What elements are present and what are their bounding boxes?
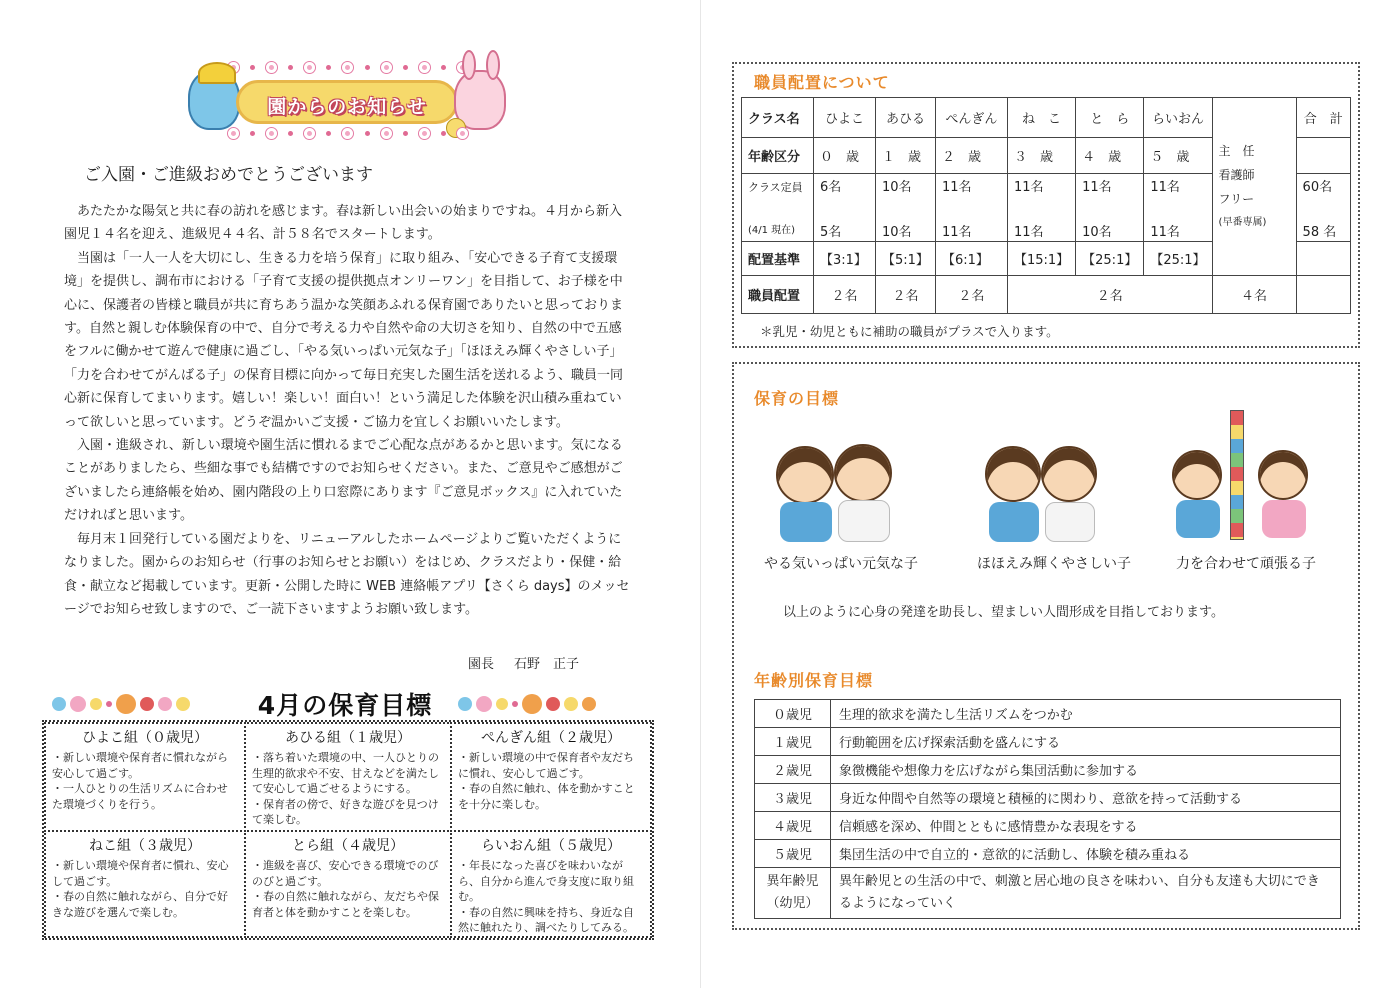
age-cell: １ 歳 (876, 138, 936, 174)
goal-cell-ahiru (244, 722, 452, 832)
letter-paragraph: あたたかな陽気と共に春の訪れを感じます。春は新しい出会いの始まりですね。４月から新入園児１４名を迎え、進級児４４名、計５８名でスタートします。 (64, 204, 622, 243)
total-label: 合 計 (1296, 98, 1350, 138)
current-value: 11名 (1150, 224, 1180, 240)
total-capacity-cell (1296, 174, 1350, 242)
goal-item: ・ 春の自然に触れながら、自分で好きな遊びを選んで楽しむ。 (52, 889, 238, 920)
goal-item: ・ 保育者の傍で、好きな遊びを見つけて楽しむ。 (252, 797, 444, 828)
capacity-cell (935, 174, 1007, 242)
ratio-cell: 【6:1】 (935, 242, 1007, 276)
capacity-label: クラス定員 (748, 181, 803, 194)
flower-bear-decoration-right (458, 694, 596, 714)
class-cell: らいおん (1144, 98, 1212, 138)
goal-item: ・ 年長になった喜びを味わいながら、自分から進んで身支度に取り組む。 (458, 858, 644, 905)
smiling-kids-illustration (975, 440, 1125, 550)
total-blank-cell (1296, 138, 1350, 174)
age-goal-cell: 象徴機能や想像力を広げながら集団活動に参加する (831, 756, 1341, 784)
goal-item: ・ 新しい環境の中で保育者や友だちに慣れ、安心して過ごす。 (458, 750, 644, 781)
class-cell: ひよこ (814, 98, 876, 138)
goal-item: ・ 春の自然に触れ、体を動かすことを十分に楽しむ。 (458, 781, 644, 812)
total-current: 58 名 (1302, 224, 1337, 240)
closing-text: 以上のように心身の発達を助長し、望ましい人間形成を目指しております。 (783, 605, 1224, 620)
class-cell: と ら (1076, 98, 1144, 138)
goal-cell-lion (450, 830, 652, 938)
staff-label: 職員配置 (742, 276, 814, 314)
flower-border-bottom (228, 126, 468, 140)
capacity-label-cell (742, 174, 814, 242)
goal-item: ・ 落ち着いた環境の中、一人ひとりの生理的欲求や不安、甘えなどを満たして安心して過ごせるようにする。 (252, 750, 444, 797)
age-label: 年齢区分 (742, 138, 814, 174)
capacity-value: 11名 (1082, 179, 1112, 195)
age-cell: ０ 歳 (814, 138, 876, 174)
flower-border-top (228, 60, 468, 74)
staff-cell: ２名 (1007, 276, 1212, 314)
goal-item: ・ 新しい環境や保育者に慣れながら安心して過ごす。 (52, 750, 238, 781)
staff-cell: ４名 (1212, 276, 1296, 314)
capacity-cell (1007, 174, 1075, 242)
signature-name: 石野 正子 (514, 657, 580, 672)
goal-caption: ほほえみ輝くやさしい子 (977, 556, 1131, 572)
goal-class-title: とら組（４歳児） (292, 838, 404, 854)
capacity-value: 11名 (1150, 179, 1180, 195)
age-goal-cell: 信頼感を深め、仲間とともに感情豊かな表現をする (831, 812, 1341, 840)
ratio-cell: 【25:1】 (1144, 242, 1212, 276)
capacity-value: 6名 (820, 179, 842, 195)
goal-cell-penguin (450, 722, 652, 832)
principal-letter (64, 200, 634, 621)
goal-item: ・ 春の自然に触れながら、友だちや保育者と体を動かすことを楽しむ。 (252, 889, 444, 920)
goal-cell-tora (244, 830, 452, 938)
age-goal-cell: 異年齢児との生活の中で、刺激と居心地の良さを味わい、自分も友達も大切にできるようになっていく (831, 868, 1341, 919)
april-goals-title: 4月の保育目標 (257, 691, 433, 720)
ratio-cell: 【5:1】 (876, 242, 936, 276)
goal-class-title: ぺんぎん組（２歳児） (481, 730, 621, 746)
signature-role: 園長 (468, 657, 495, 672)
current-label: (4/1 現在) (748, 225, 796, 236)
class-cell: ぺんぎん (935, 98, 1007, 138)
total-blank-cell (1296, 276, 1350, 314)
current-value: 11名 (1013, 224, 1044, 240)
goal-class-title: ねこ組（３歳児） (89, 838, 201, 854)
april-goals-grid (42, 720, 654, 940)
extra-staff-cell (1212, 98, 1296, 276)
goal-cell-hiyoko (44, 722, 246, 832)
age-cell: ３ 歳 (1007, 138, 1075, 174)
capacity-value: 10名 (882, 179, 912, 195)
capacity-cell (814, 174, 876, 242)
goal-cell-neko (44, 830, 246, 938)
current-value: 10名 (1082, 224, 1112, 240)
extra-staff-line: 看護師 (1218, 167, 1255, 182)
extra-staff-line: 主 任 (1218, 143, 1255, 158)
goal-class-title: あひる組（１歳児） (285, 730, 411, 746)
staff-section-title: 職員配置について (754, 73, 890, 92)
age-cell: ２歳児 (755, 756, 831, 784)
age-cell: 異年齢児（幼児） (755, 868, 831, 919)
staff-cell: ２名 (814, 276, 876, 314)
notice-banner (188, 56, 506, 140)
capacity-cell (1144, 174, 1212, 242)
goal-class-title: らいおん組（５歳児） (481, 838, 621, 854)
current-value: 11名 (941, 224, 972, 240)
age-cell: ２ 歳 (935, 138, 1007, 174)
goal-caption: やる気いっぱい元気な子 (764, 556, 918, 572)
age-goal-cell: 集団生活の中で自立的・意欲的に活動し、体験を積み重ねる (831, 840, 1341, 868)
goal-item: ・ 春の自然に興味を持ち、身近な自然に触れたり、調べたりしてみる。 (458, 905, 644, 936)
capacity-cell (1076, 174, 1144, 242)
signature (468, 653, 579, 672)
staff-table (741, 97, 1351, 314)
letter-paragraph: 当園は「一人一人を大切にし、生きる力を培う保育」に取り組み、「安心できる子育て支援環境」を提供し、調布市における「子育て支援の提供拠点オンリーワン」を目指して、お子様を中心に、保護者の皆様と職員が共に育ちあう温かな笑顔あふれる保育園でありたいと思っております。自然と親しむ体験保育の中で、自分で考える力や自然や命の大切さを知り、自然の中で五感をフルに働かせて遊んで健康に過ごし、「やる気いっぱい元気な子」「ほほえみ輝くやさしい子」「力を合わせてがんばる子」の保育目標に向かって毎日充実した園生活を送れるよう、職員一同心新に保育してまいります。嬉しい！楽しい！面白い！という満足した体験を沢山積み重ねていって欲しいと思っています。どうぞ温かいご支援・ご協力を宜しくお願いいたします。 (64, 250, 624, 430)
letter-paragraph: 入園・進級され、新しい環境や園生活に慣れるまでご心配な点があるかと思います。気になることがありましたら、些細な事でも結構ですのでお知らせください。また、ご意見やご感想がございましたら連絡帳を始め、園内階段の上り口窓際にあります『ご意見ボックス』に入れていただければと思います。 (64, 438, 623, 524)
banner-title: 園からのお知らせ (267, 96, 427, 118)
class-name-label: クラス名 (742, 98, 814, 138)
age-cell: ４ 歳 (1076, 138, 1144, 174)
age-cell: １歳児 (755, 728, 831, 756)
ratio-cell: 【25:1】 (1076, 242, 1144, 276)
current-value: 5名 (820, 224, 842, 240)
age-goal-title: 年齢別保育目標 (754, 671, 874, 690)
goal-section-title: 保育の目標 (754, 389, 840, 408)
age-cell: ５歳児 (755, 840, 831, 868)
cooperating-kids-illustration (1168, 410, 1318, 550)
flower-bear-decoration-left (52, 694, 190, 714)
staff-cell: ２名 (935, 276, 1007, 314)
greeting-title: ご入園・ご進級おめでとうございます (84, 165, 373, 185)
bear-mascot-icon (188, 70, 240, 130)
current-value: 10名 (882, 224, 912, 240)
goal-class-title: ひよこ組（０歳児） (82, 730, 208, 746)
age-goal-cell: 行動範囲を広げ探索活動を盛んにする (831, 728, 1341, 756)
total-capacity: 60名 (1302, 179, 1333, 195)
age-cell: ３歳児 (755, 784, 831, 812)
energetic-kids-illustration (770, 440, 920, 550)
letter-paragraph: 毎月末１回発行している園だよりを、リニューアルしたホームページよりご覧いただくようになりました。園からのお知らせ（行事のお知らせとお願い）をはじめ、クラスだより・保健・給食・献立など掲載しています。更新・公開した時に WEB 連絡帳アプリ【さくら days】のメッセージでお知らせ致しますので、ご一読下さいますようお願い致します。 (64, 531, 630, 617)
total-blank-cell (1296, 242, 1350, 276)
class-cell: あひる (876, 98, 936, 138)
capacity-value: 11名 (941, 179, 972, 195)
goal-caption: 力を合わせて頑張る子 (1176, 556, 1316, 572)
extra-staff-line: フリー (1218, 191, 1255, 206)
ratio-label: 配置基準 (742, 242, 814, 276)
extra-staff-line: (早番専属) (1218, 216, 1267, 228)
ratio-cell: 【3:1】 (814, 242, 876, 276)
goal-item: ・ 新しい環境や保育者に慣れ、安心して過ごす。 (52, 858, 238, 889)
staff-cell: ２名 (876, 276, 936, 314)
staff-note: ＊乳児・幼児ともに補助の職員がプラスで入ります。 (760, 324, 1059, 339)
capacity-cell (876, 174, 936, 242)
goal-item: ・ 進級を喜び、安心できる環境でのびのびと過ごす。 (252, 858, 444, 889)
goal-item: ・ 一人ひとりの生活リズムに合わせた環境づくりを行う。 (52, 781, 238, 812)
banner-title-plate (236, 80, 458, 124)
age-cell: ４歳児 (755, 812, 831, 840)
class-cell: ね こ (1007, 98, 1075, 138)
age-cell: ０歳児 (755, 700, 831, 728)
april-goals-header (40, 684, 654, 724)
age-goal-table (754, 699, 1341, 919)
age-goal-cell: 身近な仲間や自然等の環境と積極的に関わり、意欲を持って活動する (831, 784, 1341, 812)
ratio-cell: 【15:1】 (1007, 242, 1075, 276)
age-goal-cell: 生理的欲求を満たし生活リズムをつかむ (831, 700, 1341, 728)
capacity-value: 11名 (1013, 179, 1044, 195)
age-cell: ５ 歳 (1144, 138, 1212, 174)
